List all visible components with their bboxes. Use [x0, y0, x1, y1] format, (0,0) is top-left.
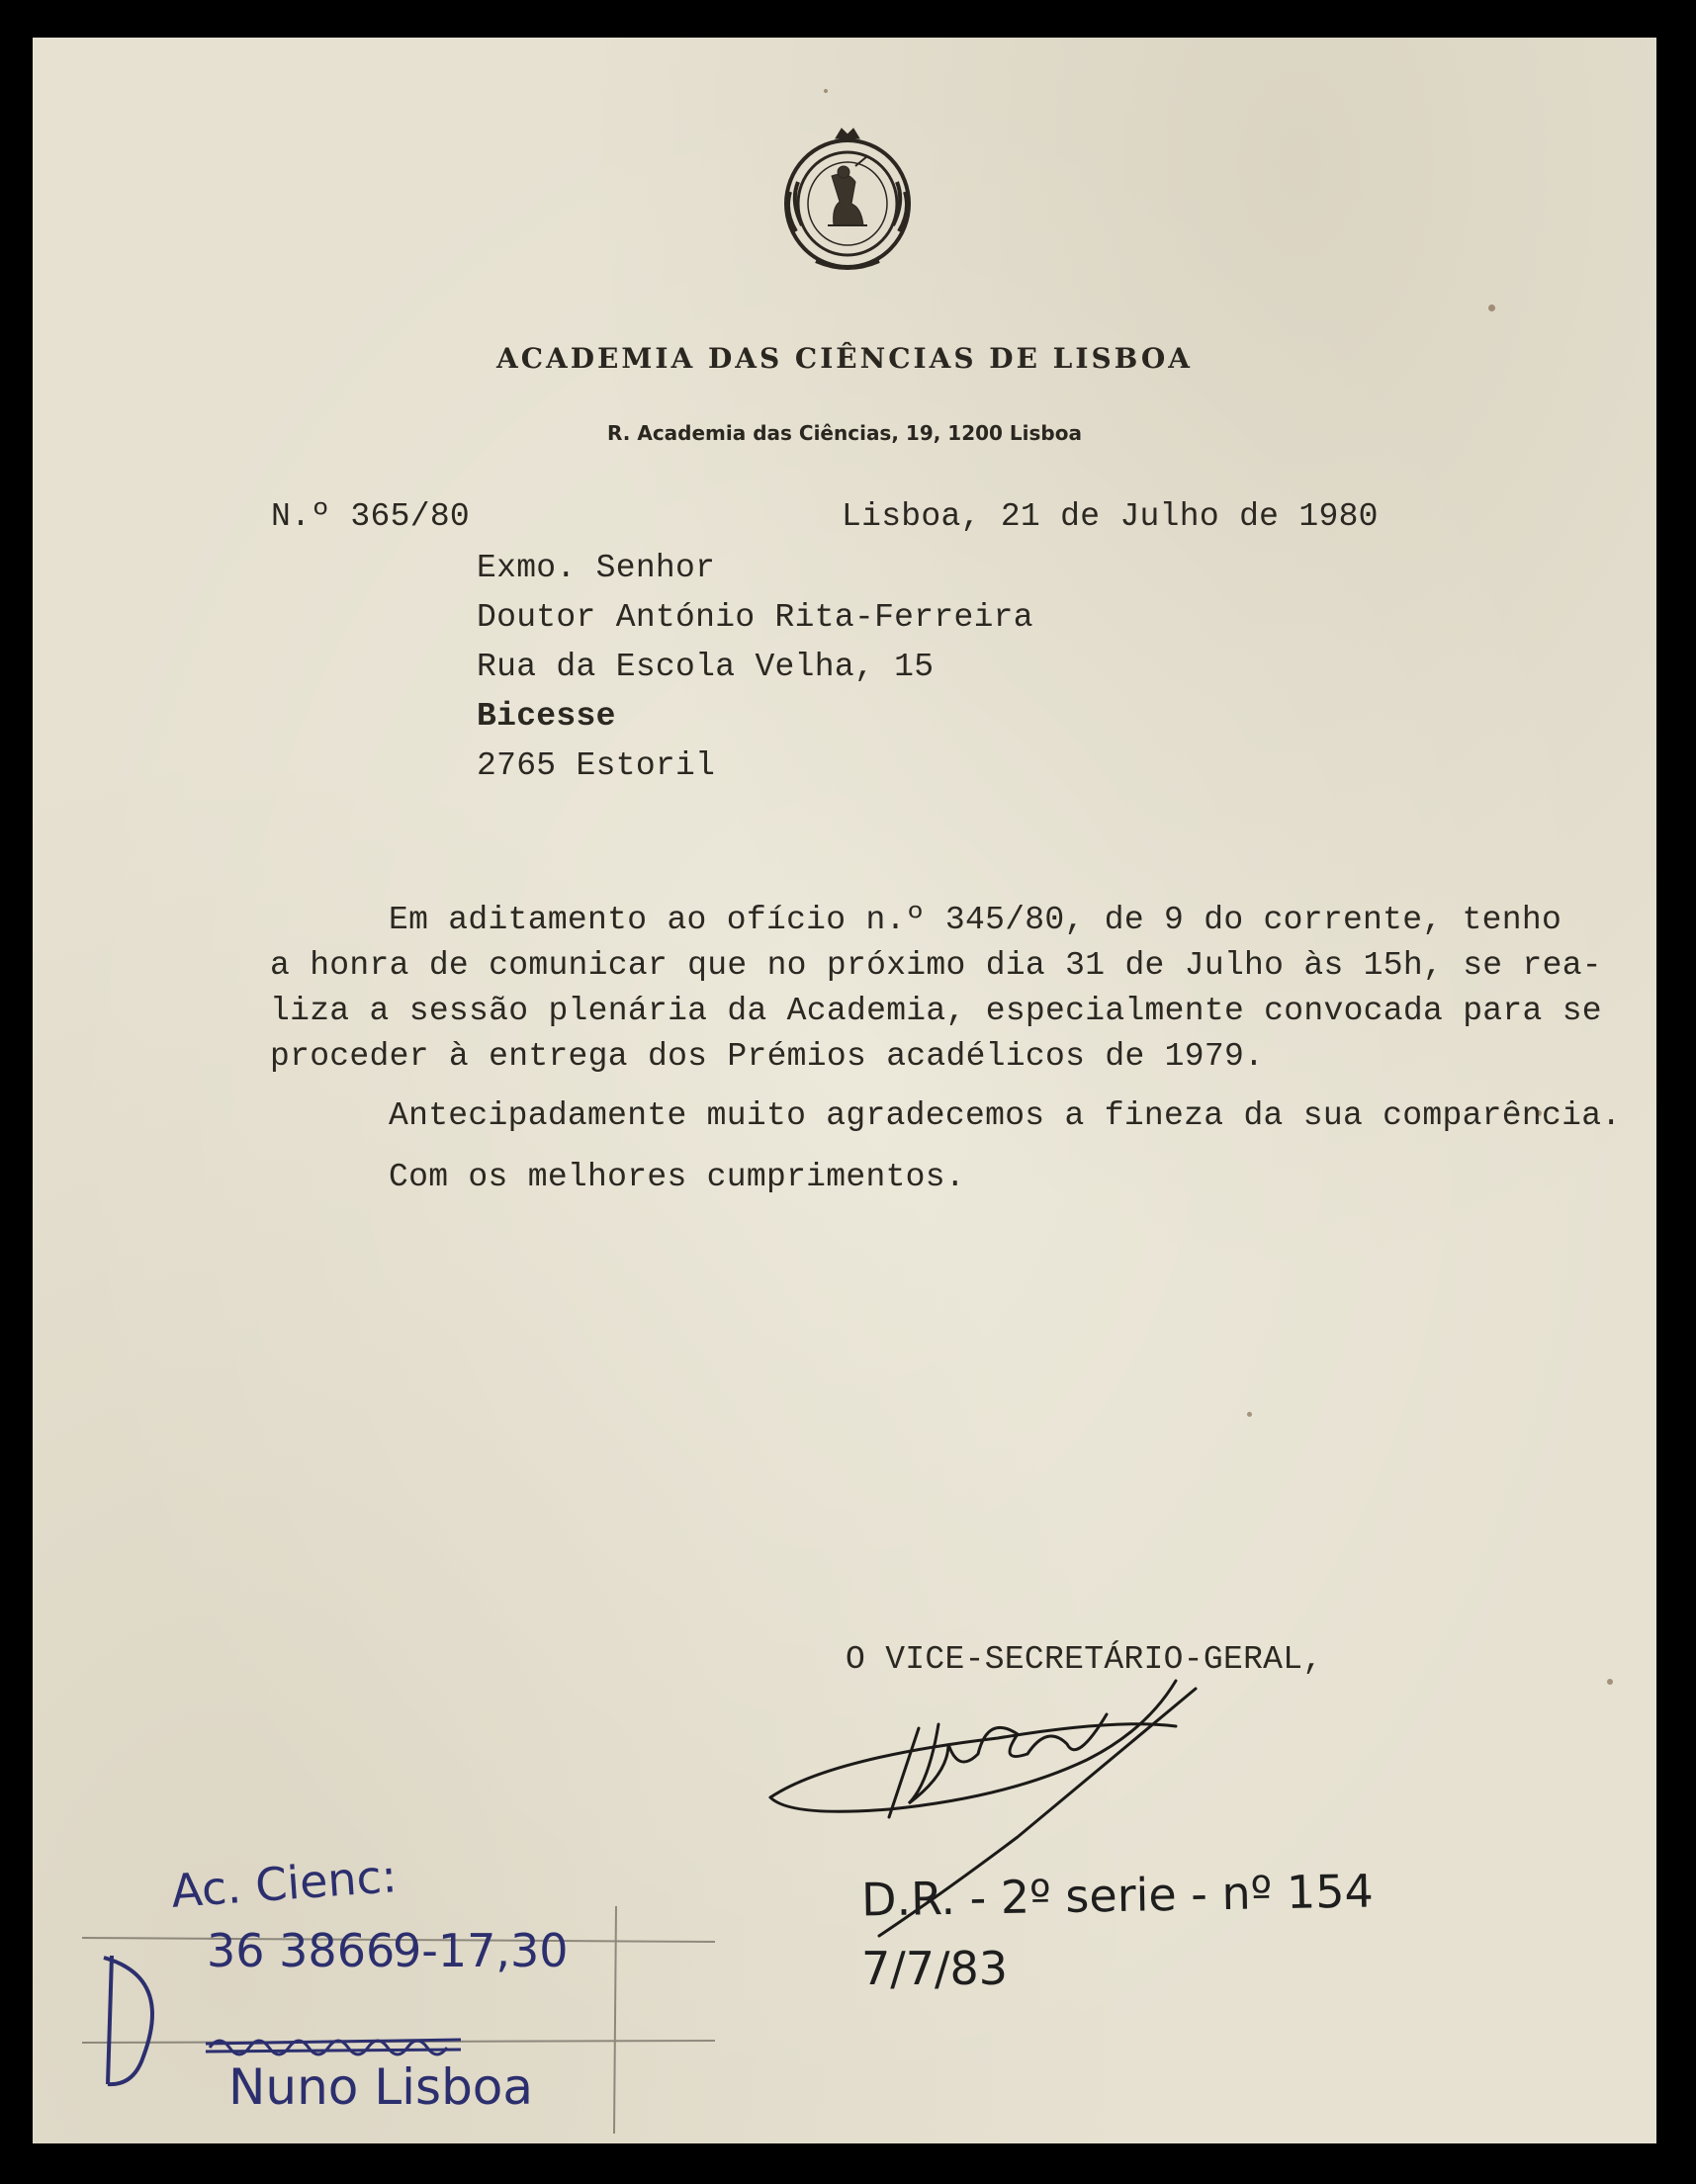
paper-stain	[1488, 305, 1495, 311]
note-contact-name: Nuno Lisboa	[228, 2058, 534, 2116]
note-dr-reference: D.R. - 2º serie - nº 154	[860, 1864, 1375, 1927]
note-dr-date: 7/7/83	[861, 1942, 1009, 1995]
body-line: Em aditamento ao ofício n.º 345/80, de 9 do corrente, tenho	[389, 902, 1562, 938]
paper-stain	[1247, 1412, 1252, 1417]
academy-address: R. Academia das Ciências, 19, 1200 Lisboa	[607, 421, 1082, 445]
body-line: Antecipadamente muito agradecemos a fineza da sua comparência.	[389, 1097, 1622, 1134]
letter-page	[33, 38, 1656, 2143]
academy-seal-icon	[776, 123, 919, 277]
academy-name: ACADEMIA DAS CIÊNCIAS DE LISBOA	[496, 342, 1193, 375]
note-academy-abbrev: Ac. Cienc:	[169, 1849, 399, 1918]
recipient-locality: Bicesse	[477, 698, 616, 735]
crossed-out-text-icon	[206, 2030, 463, 2059]
recipient-name: Doutor António Rita-Ferreira	[477, 599, 1033, 636]
recipient-postal: 2765 Estoril	[477, 747, 716, 784]
paper-stain	[1607, 1679, 1613, 1685]
body-line: a honra de comunicar que no próximo dia 31 de Julho às 15h, se rea-	[270, 947, 1602, 984]
recipient-street: Rua da Escola Velha, 15	[477, 649, 935, 685]
paper-stain	[824, 89, 828, 93]
recipient-salutation: Exmo. Senhor	[477, 550, 716, 586]
handwritten-d-mark-icon	[82, 1946, 171, 2094]
body-line: liza a sessão plenária da Academia, especialmente convocada para se	[270, 993, 1602, 1029]
note-phone-number: 36 3866	[207, 1924, 396, 1977]
closing-line: Com os melhores cumprimentos.	[389, 1159, 965, 1195]
note-office-hours: 9-17,30	[393, 1924, 569, 1977]
signatory-title: O VICE-SECRETÁRIO-GERAL,	[846, 1641, 1323, 1678]
body-line: proceder à entrega dos Prémios acadélicos de 1979.	[270, 1038, 1265, 1075]
reference-number: N.º 365/80	[271, 498, 471, 535]
date-line: Lisboa, 21 de Julho de 1980	[842, 498, 1379, 535]
